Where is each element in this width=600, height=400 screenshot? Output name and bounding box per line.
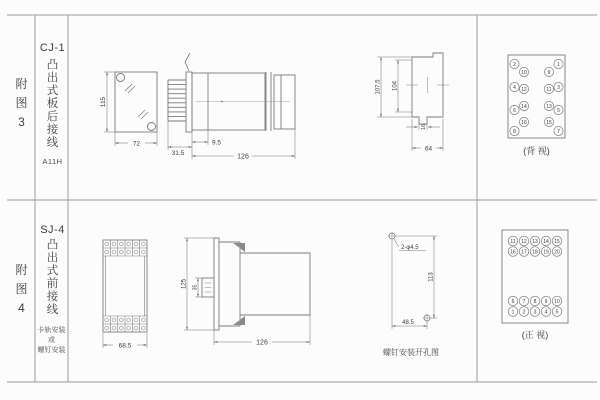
svg-text:16: 16 <box>521 119 527 126</box>
fig3-row-label: 附 图 3 <box>15 77 28 129</box>
dim-cutout-width: 64 <box>424 145 433 153</box>
fig3-type-label: 凸 出 式 板 后 接 线 <box>46 59 59 149</box>
svg-text:6: 6 <box>511 298 515 305</box>
svg-text:14: 14 <box>543 238 549 245</box>
hatch-marks <box>125 84 148 119</box>
svg-text:1: 1 <box>511 309 515 316</box>
fig4-mount-note: 卡轨安装 或 螺钉安装 <box>37 327 66 355</box>
svg-text:3: 3 <box>557 84 560 91</box>
svg-text:11: 11 <box>510 238 516 245</box>
dim-side-depth: 126 <box>256 339 268 347</box>
dim-width: 72 <box>132 140 141 148</box>
svg-text:13: 13 <box>532 238 538 245</box>
svg-text:7: 7 <box>557 128 560 135</box>
dim-front-width: 68.5 <box>118 342 132 350</box>
dim-cutout-outer-height: 107.5 <box>375 79 382 95</box>
svg-text:17: 17 <box>521 249 527 256</box>
dim-rail-width: 35 <box>192 284 199 291</box>
dim-hole-hspacing: 48.5 <box>402 319 414 326</box>
fig3-side-view-drawing <box>168 53 295 161</box>
dim-side-height: 125 <box>181 278 188 290</box>
svg-text:14: 14 <box>521 103 527 110</box>
drill-diagram-caption: 螺钉安装开孔图 <box>383 348 439 357</box>
svg-text:2: 2 <box>522 309 526 316</box>
terminal-pins <box>168 80 186 121</box>
svg-text:5: 5 <box>557 107 560 114</box>
rail-profile-marks <box>205 283 211 292</box>
terminal <box>508 236 562 316</box>
svg-text:2: 2 <box>513 61 516 68</box>
svg-text:10: 10 <box>554 298 560 305</box>
svg-text:12: 12 <box>521 238 527 245</box>
mounting-hole-icon <box>148 123 156 131</box>
front-view-caption: (正 视) <box>521 330 549 340</box>
svg-text:19: 19 <box>543 249 549 256</box>
fig4-type-label: 凸 出 式 前 接 线 <box>46 239 59 316</box>
fig4-front-terminal-diagram <box>502 230 568 340</box>
svg-text:4: 4 <box>513 84 516 91</box>
clip-triangle <box>233 316 245 325</box>
table-grid <box>7 15 597 382</box>
dim-height: 115 <box>100 96 108 108</box>
svg-text:12: 12 <box>521 86 527 93</box>
clip-triangle <box>233 243 245 252</box>
svg-text:11: 11 <box>546 86 552 93</box>
fig3-panel-cutout-drawing <box>376 53 449 152</box>
lead-wire-icon <box>185 53 190 71</box>
svg-text:16: 16 <box>510 249 516 256</box>
svg-text:20: 20 <box>554 249 560 256</box>
dim-cutout-inner-height: 104 <box>392 80 399 92</box>
terminal-block-grid <box>103 240 147 332</box>
svg-text:5: 5 <box>555 309 559 316</box>
dim-hole-vspacing: 113 <box>428 272 435 282</box>
fig4-front-view-drawing <box>103 240 147 349</box>
fig4-model-label: SJ-4 <box>40 224 65 236</box>
terminal <box>510 59 563 135</box>
hole-spec-label: 2-φ4.5 <box>401 245 419 251</box>
svg-text:15: 15 <box>554 238 560 245</box>
svg-text:15: 15 <box>546 119 552 126</box>
mounting-hole-icon <box>117 74 125 82</box>
fig4-side-view-drawing <box>182 238 310 346</box>
dim-cutout-slot: 16 <box>421 124 427 130</box>
dim-pin-depth: 31.5 <box>171 150 185 157</box>
svg-text:7: 7 <box>522 298 526 305</box>
svg-text:8: 8 <box>533 298 537 305</box>
dim-bezel: 9.5 <box>212 139 222 147</box>
fig3-front-view-drawing <box>100 72 157 148</box>
fig3-code-label: A11H <box>42 157 63 166</box>
svg-text:4: 4 <box>544 309 548 316</box>
svg-text:9: 9 <box>547 69 551 76</box>
svg-text:6: 6 <box>513 107 516 114</box>
svg-text:8: 8 <box>513 128 516 135</box>
svg-text:1: 1 <box>557 61 560 68</box>
rear-view-caption: (背 视) <box>523 146 550 156</box>
svg-text:9: 9 <box>544 298 548 305</box>
fig4-drill-diagram <box>383 232 439 358</box>
svg-text:18: 18 <box>532 249 538 256</box>
fig4-row-label: 附 图 4 <box>15 263 28 315</box>
svg-text:3: 3 <box>533 309 537 316</box>
fig3-model-label: CJ-1 <box>39 42 66 54</box>
svg-text:10: 10 <box>521 69 527 76</box>
fig3-rear-terminal-diagram <box>508 55 565 156</box>
svg-text:13: 13 <box>546 103 552 110</box>
dim-depth: 126 <box>237 153 249 161</box>
